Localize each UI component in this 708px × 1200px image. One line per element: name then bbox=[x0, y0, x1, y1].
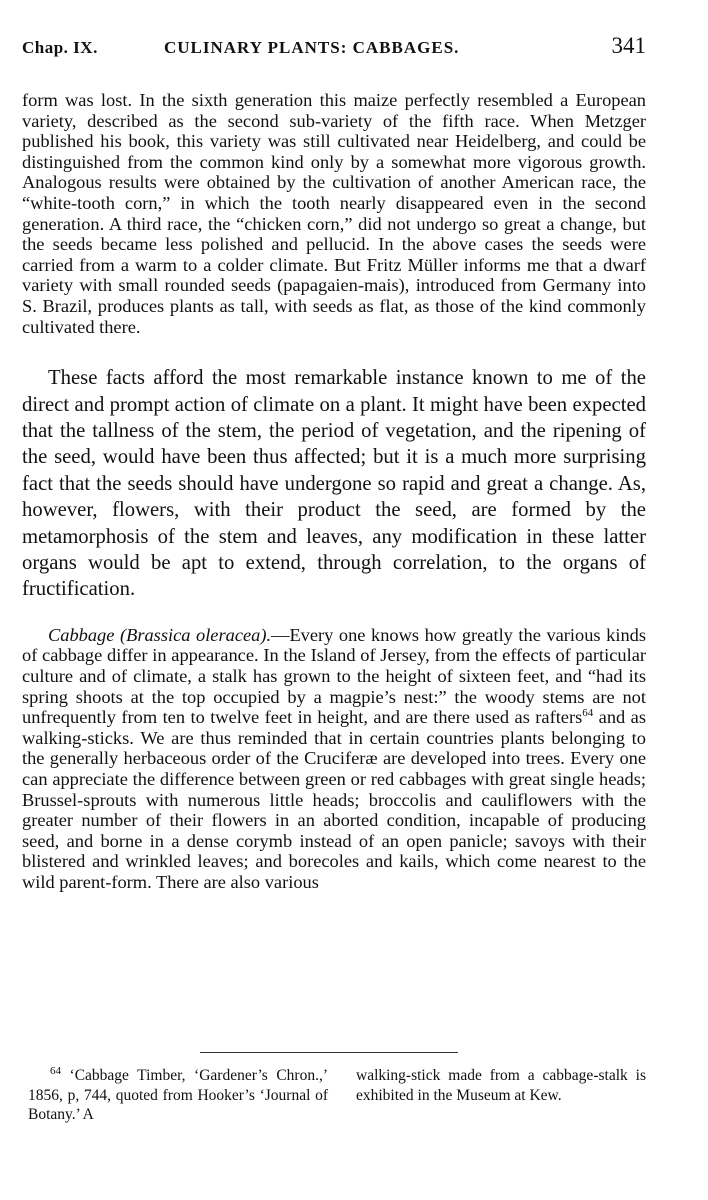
footnote-reference: 64 bbox=[582, 707, 594, 720]
page-number: 341 bbox=[611, 33, 646, 58]
cabbage-text-a: —Every one knows how greatly the various kinds of cabbage differ in appearance. In the Island of Jersey, from the effects of particular culture and of climate, a stalk has grown to the height of sixteen feet, and “had its spring shoots at the top occupied by a magpie’s nest:” the woody stems are not unfrequently from ten to twelve feet in height, and are there used as rafters bbox=[22, 624, 646, 728]
footnote-left-text: ‘Cabbage Timber, ‘Gardener’s Chron.,’ 1856, p, 744, quoted from Hooker’s ‘Journal of Botany.’ A bbox=[28, 1067, 328, 1123]
cabbage-heading: Cabbage (Brassica oleracea). bbox=[48, 624, 272, 645]
footnote-divider bbox=[200, 1052, 458, 1053]
running-header bbox=[22, 30, 646, 64]
paragraph-climate-action: These facts afford the most remarkable instance known to me of the direct and prompt action of climate on a plant. It might have been expected that the tallness of the stem, the period of vegetation, and the ripening of the seed, would have been thus affected; but it is a much more surprising fact that the seeds should have undergone so rapid and great a change. As, however, flowers, with their product the seed, are formed by the metamorphosis of the stem and leaves, any modification in these latter organs would be apt to extend, through correlation, to the organs of fructification. bbox=[22, 367, 646, 601]
footnote-number: 64 bbox=[50, 1064, 61, 1077]
footnote-right-column: walking-stick made from a cabbage-stalk is exhibited in the Museum at Kew. bbox=[356, 1067, 646, 1104]
chapter-label: Chap. IX. bbox=[22, 38, 98, 57]
footnote-left-column bbox=[28, 1066, 328, 1125]
paragraph-cabbage bbox=[22, 625, 646, 893]
paragraph-maize-continuation: form was lost. In the sixth generation this maize perfectly resembled a European variety, described as the second sub-variety of the fifth race. When Metzger published his book, this variety was still cultivated near Heidelberg, and could be distinguished from the common kind only by a somewhat more vigorous growth. Analogous results were obtained by the cultivation of another American race, the “white-tooth corn,” in which the tooth nearly disappeared even in the second generation. A third race, the “chicken corn,” did not undergo so great a change, but the seeds became less polished and pellucid. In the above cases the seeds were carried from a warm to a colder climate. But Fritz Müller informs me that a dwarf variety with small rounded seeds (papagaien-mais), introduced from Germany into S. Brazil, produces plants as tall, with seeds as flat, as those of the kind commonly cultivated there. bbox=[22, 90, 646, 337]
book-page bbox=[22, 30, 646, 893]
cabbage-text-b: and as walking-sticks. We are thus reminded that in certain countries plants belonging to the generally herbaceous order of the Cruciferæ are developed into trees. Every one can appreciate the difference between green or red cabbages with great single heads; Brussel-sprouts with numerous little heads; broccolis and cauliflowers with the greater number of their flowers in an aborted condition, incapable of producing seed, and borne in a dense corymb instead of an open panicle; savoys with their blistered and wrinkled leaves; and borecoles and kails, which come nearest to the wild parent-form. There are also various bbox=[22, 707, 646, 892]
running-title: CULINARY PLANTS: CABBAGES. bbox=[164, 38, 460, 57]
